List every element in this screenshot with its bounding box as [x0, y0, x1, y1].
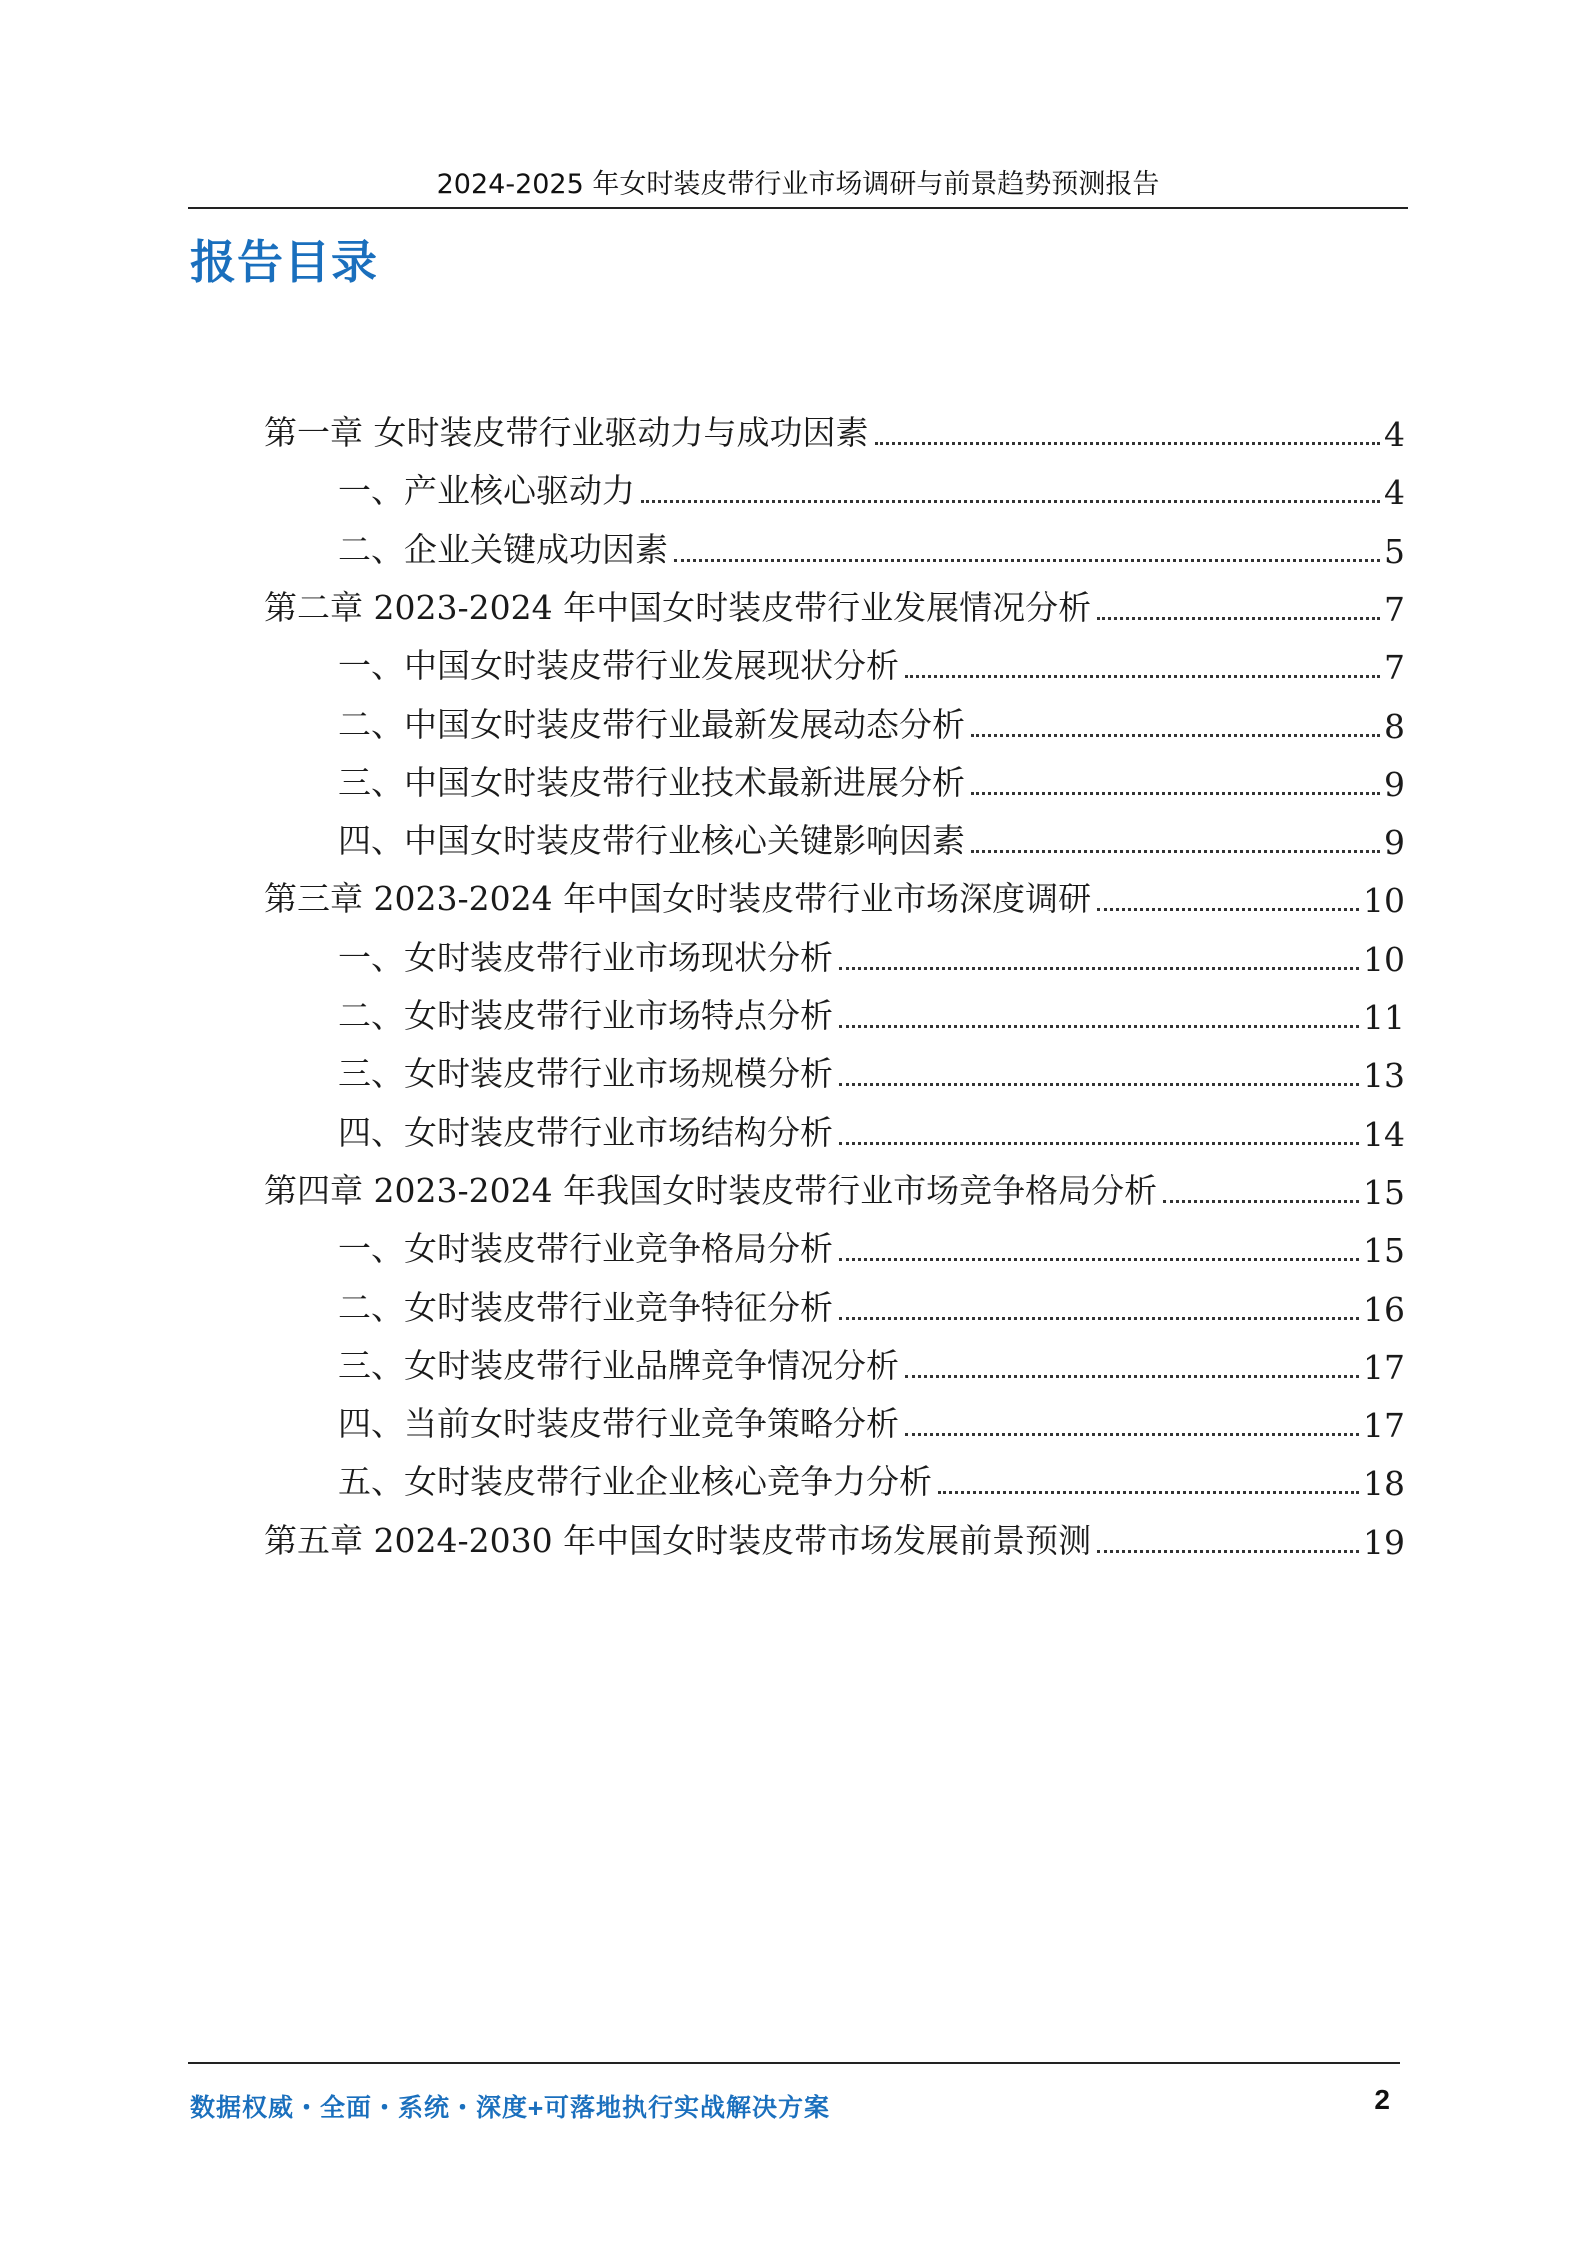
toc-entry-title: 二、女时装皮带行业竞争特征分析: [338, 1288, 833, 1327]
toc-dot-leader: [905, 1375, 1359, 1378]
toc-section-entry[interactable]: [338, 1100, 1405, 1154]
toc-dot-leader: [839, 1317, 1359, 1320]
toc-entry-page: 9: [1384, 823, 1405, 862]
toc-entry-page: 11: [1363, 998, 1405, 1037]
toc-entry-title: 一、产业核心驱动力: [338, 471, 635, 510]
toc-entry-title: 二、企业关键成功因素: [338, 530, 668, 569]
toc-entry-title: 四、中国女时装皮带行业核心关键影响因素: [338, 821, 965, 860]
toc-entry-title: 二、女时装皮带行业市场特点分析: [338, 996, 833, 1035]
toc-section-entry[interactable]: [338, 983, 1405, 1037]
toc-entry-title: 三、中国女时装皮带行业技术最新进展分析: [338, 763, 965, 802]
toc-section-entry[interactable]: [338, 1333, 1405, 1387]
toc-section-entry[interactable]: [338, 1041, 1405, 1095]
toc-section-entry[interactable]: [338, 517, 1405, 571]
toc-entry-title: 五、女时装皮带行业企业核心竞争力分析: [338, 1462, 932, 1501]
toc-chapter-entry[interactable]: [264, 400, 1405, 454]
toc-heading: 报告目录: [190, 235, 378, 289]
toc-entry-page: 17: [1363, 1348, 1405, 1387]
toc-dot-leader: [971, 734, 1380, 737]
toc-entry-title: 三、女时装皮带行业市场规模分析: [338, 1054, 833, 1093]
toc-entry-title: 一、中国女时装皮带行业发展现状分析: [338, 646, 899, 685]
toc-entry-title: 第五章 2024-2030 年中国女时装皮带市场发展前景预测: [264, 1521, 1092, 1560]
toc-section-entry[interactable]: [338, 458, 1405, 512]
toc-entry-page: 16: [1363, 1290, 1405, 1329]
toc-entry-title: 四、女时装皮带行业市场结构分析: [338, 1113, 833, 1152]
toc-dot-leader: [1163, 1200, 1359, 1203]
toc-chapter-entry[interactable]: [264, 1158, 1405, 1212]
toc-entry-page: 9: [1384, 765, 1405, 804]
toc-dot-leader: [905, 1433, 1359, 1436]
toc-section-entry[interactable]: [338, 1449, 1405, 1503]
toc-entry-page: 10: [1363, 940, 1405, 979]
toc-entry-page: 19: [1363, 1523, 1405, 1562]
toc-entry-title: 第三章 2023-2024 年中国女时装皮带行业市场深度调研: [264, 879, 1092, 918]
toc-dot-leader: [971, 792, 1380, 795]
toc-entry-page: 18: [1363, 1464, 1405, 1503]
toc-chapter-entry[interactable]: [264, 1508, 1405, 1562]
toc-dot-leader: [641, 500, 1380, 503]
toc-section-entry[interactable]: [338, 1391, 1405, 1445]
toc-entry-title: 一、女时装皮带行业竞争格局分析: [338, 1229, 833, 1268]
toc-section-entry[interactable]: [338, 1216, 1405, 1270]
toc-entry-page: 4: [1384, 415, 1405, 454]
toc-entry-page: 7: [1384, 590, 1405, 629]
toc-chapter-entry[interactable]: [264, 575, 1405, 629]
header-title: 2024-2025 年女时装皮带行业市场调研与前景趋势预测报告: [436, 169, 1160, 200]
toc-section-entry[interactable]: [338, 750, 1405, 804]
toc-entry-page: 7: [1384, 648, 1405, 687]
toc-entry-title: 第二章 2023-2024 年中国女时装皮带行业发展情况分析: [264, 588, 1092, 627]
toc-entry-title: 一、女时装皮带行业市场现状分析: [338, 938, 833, 977]
toc-dot-leader: [971, 850, 1380, 853]
toc-dot-leader: [1097, 908, 1359, 911]
toc-entry-page: 15: [1363, 1173, 1405, 1212]
toc-entry-title: 四、当前女时装皮带行业竞争策略分析: [338, 1404, 899, 1443]
toc-section-entry[interactable]: [338, 633, 1405, 687]
toc-dot-leader: [905, 675, 1380, 678]
header-divider: [188, 207, 1408, 209]
toc-entry-title: 三、女时装皮带行业品牌竞争情况分析: [338, 1346, 899, 1385]
toc-entry-page: 15: [1363, 1231, 1405, 1270]
toc-section-entry[interactable]: [338, 808, 1405, 862]
toc-dot-leader: [839, 1025, 1359, 1028]
toc-dot-leader: [839, 1258, 1359, 1261]
footer-divider: [188, 2062, 1400, 2064]
toc-dot-leader: [839, 967, 1359, 970]
toc-entry-page: 10: [1363, 881, 1405, 920]
toc-dot-leader: [839, 1142, 1359, 1145]
toc-entry-page: 14: [1363, 1115, 1405, 1154]
toc-dot-leader: [1097, 1550, 1359, 1553]
toc-entry-page: 8: [1384, 707, 1405, 746]
toc-dot-leader: [938, 1491, 1359, 1494]
toc-entry-page: 13: [1363, 1056, 1405, 1095]
toc-section-entry[interactable]: [338, 925, 1405, 979]
toc-section-entry[interactable]: [338, 692, 1405, 746]
toc-chapter-entry[interactable]: [264, 866, 1405, 920]
footer-slogan: 数据权威・全面・系统・深度+可落地执行实战解决方案: [190, 2093, 831, 2122]
toc-entry-title: 二、中国女时装皮带行业最新发展动态分析: [338, 705, 965, 744]
toc-section-entry[interactable]: [338, 1275, 1405, 1329]
toc-entry-page: 5: [1384, 532, 1405, 571]
toc-entry-page: 4: [1384, 473, 1405, 512]
toc-dot-leader: [1097, 617, 1380, 620]
toc-entry-title: 第四章 2023-2024 年我国女时装皮带行业市场竞争格局分析: [264, 1171, 1158, 1210]
toc-entry-page: 17: [1363, 1406, 1405, 1445]
toc-dot-leader: [839, 1083, 1359, 1086]
toc-entry-title: 第一章 女时装皮带行业驱动力与成功因素: [264, 413, 869, 452]
toc-dot-leader: [674, 559, 1380, 562]
toc-dot-leader: [875, 442, 1381, 445]
page-number: 2: [1374, 2084, 1390, 2115]
